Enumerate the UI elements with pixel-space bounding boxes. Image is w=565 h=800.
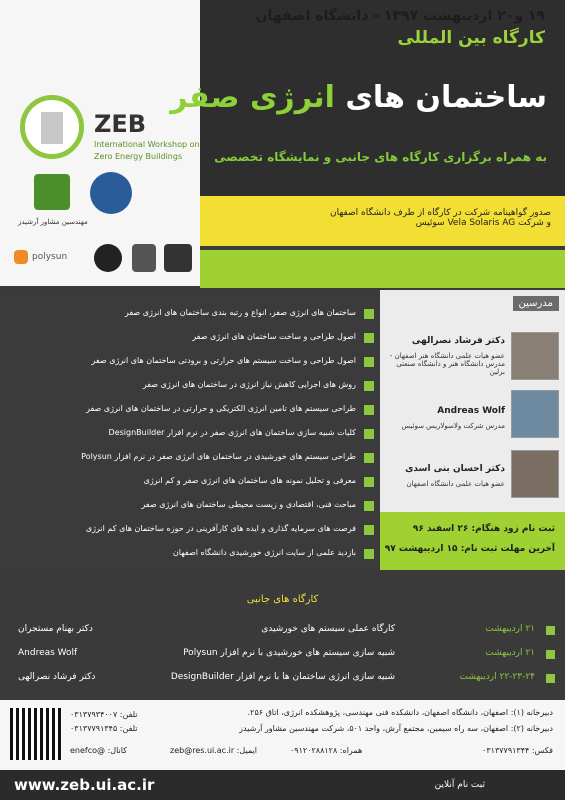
bullet-icon [546,674,555,683]
list-item [0,620,565,642]
zeb-emblem-icon [20,95,84,159]
final-deadline: آخرین مهلت ثبت نام: ۱۵ اردیبهشت ۹۷ [384,544,555,554]
workshop-title: شبیه سازی سیستم های خورشیدی با نرم افزار Polysun [183,648,395,658]
zeb-logo-text: ZEB [94,110,147,138]
mobile: همراه: ۰۹۱۲۰۲۸۸۱۲۸ [290,746,363,755]
avatar [511,390,559,438]
teachers-heading: مدرسین [513,296,559,311]
page-subtitle: به همراه برگزاری کارگاه های جانبی و نمایشگاه تخصصی [214,150,547,164]
list-item: مباحث فنی، اقتصادی و زیست محیطی ساختمان های انرژی صفر [4,500,374,509]
avatar [511,450,559,498]
date-banner [200,250,565,288]
list-item: معرفی و تحلیل نمونه های ساختمان های انرژی صفر و کم انرژی [4,476,374,485]
teacher-name: Andreas Wolf [437,406,505,416]
avatar [511,332,559,380]
title-highlight: انرژی صفر [170,80,335,115]
page-title [170,80,547,115]
qr-code-icon[interactable] [10,708,62,760]
list-item: کلیات شبیه سازی ساختمان های انرژی صفر در نرم افزار DesignBuilder [4,428,374,437]
arshideh-logo-icon [34,174,70,210]
workshop-title: کارگاه عملی سیستم های خورشیدی [261,624,395,634]
channel[interactable]: کانال: @enefco [70,746,127,755]
phone-1: تلفن: ۰۳۱۳۷۹۳۴۰۰۷ [70,710,138,719]
certificate-line-2: و شرکت Vela Solaris AG سوئیس [415,218,551,228]
online-registration[interactable]: ثبت نام آنلاین [434,780,485,790]
event-date: ۱۹ و۲۰ اردیبهشت ۱۳۹۷ - دانشگاه اصفهان [255,8,545,24]
list-item: طراحی سیستم های خورشیدی در ساختمان های انرژی صفر در نرم افزار Polysun [4,452,374,461]
secretariat-2: دبیرخانه (۲): اصفهان، سه راه سیمین، مجتمع آرش، واحد ۵۰۱، شرکت مهندسین مشاور آرشیدز [239,724,553,733]
phone-2: تلفن: ۰۳۱۳۷۷۹۱۳۴۵ [70,724,138,733]
bullet-icon [546,626,555,635]
list-item: روش های اجرایی کاهش نیاز انرژی در ساختمان های انرژی صفر [4,380,374,389]
university-seal-icon [90,172,132,214]
sponsor-logos [0,196,200,286]
list-item: طراحی سیستم های تامین انرژی الکتریکی و حرارتی در ساختمان های انرژی صفر [4,404,374,413]
certificate-line-1: صدور گواهینامه شرکت در کارگاه از طرف دانشگاه اصفهان [329,208,551,218]
zeb-subtitle-1: International Workshop on [94,140,200,149]
list-item: بازدید علمی از سایت انرژی خورشیدی دانشگاه اصفهان [4,548,374,557]
workshop-instructor: Andreas Wolf [18,648,78,658]
list-item: فرصت های سرمایه گذاری و ایده های کارآفرینی در حوزه ساختمان های کم انرژی [4,524,374,533]
bullet-icon [546,650,555,659]
list-item: ساختمان های انرژی صفر، انواع و رتبه بندی ساختمان های انرژی صفر [4,308,374,317]
workshop-date: ۲۱ اردیبهشت [485,624,535,634]
side-workshops-title: کارگاه های جانبی [0,594,565,605]
website-link[interactable]: www.zeb.ui.ac.ir [14,776,155,794]
workshop-date: ۲۲-۲۳-۲۴ اردیبهشت [459,672,535,682]
teacher-desc: عضو هیات علمی دانشگاه هنر اصفهان - مدرس دانشگاه هنر و دانشگاه صنعتی برلین [389,352,505,376]
workshop-date: ۲۱ اردیبهشت [485,648,535,658]
list-item: اصول طراحی و ساخت ساختمان های انرژی صفر [4,332,374,341]
teacher-name: دکتر احسان بنی اسدی [405,464,505,474]
list-item [0,668,565,690]
workshop-instructor: دکتر بهنام مستجران [18,624,93,634]
deadlines-box [380,512,565,570]
certificate-banner [200,196,565,246]
email[interactable]: ایمیل: zeb@res.ui.ac.ir [170,746,257,755]
secretariat-1: دبیرخانه (۱): اصفهان، دانشگاه اصفهان، دانشکده فنی مهندسی، پژوهشکده انرژی، اتاق ۲۵۶. [247,708,553,717]
teacher-desc: عضو هیات علمی دانشگاه اصفهان [406,480,505,488]
topics-list [0,290,380,570]
zeb-subtitle-2: Zero Energy Buildings [94,152,183,161]
teacher-name: دکتر فرشاد نصرالهی [411,336,505,346]
early-deadline: ثبت نام زود هنگام: ۲۶ اسفند ۹۶ [412,524,555,534]
institute-logo-icon [132,244,156,272]
polysun-logo-icon [14,250,28,264]
workshop-instructor: دکتر فرشاد نصرالهی [18,672,96,682]
list-item: اصول طراحی و ساخت سیستم های حرارتی و برودتی ساختمان های انرژی صفر [4,356,374,365]
teacher-desc: مدرس شرکت ولاسولاریس سوئیس [401,422,505,430]
workshop-label: کارگاه بین المللی [397,28,545,48]
list-item [0,644,565,666]
arshideh-label: مهندسین مشاور آرشیدز [18,218,88,226]
zanjan-logo-icon [164,244,192,272]
engineering-logo-icon [94,244,122,272]
polysun-label: polysun [32,252,68,262]
fax: فکس: ۰۳۱۳۷۷۹۱۳۴۴ [482,746,553,755]
title-prefix: ساختمان های [345,80,547,115]
workshop-title: شبیه سازی انرژی ساختمان ها با نرم افزار DesignBuilder [170,672,395,682]
